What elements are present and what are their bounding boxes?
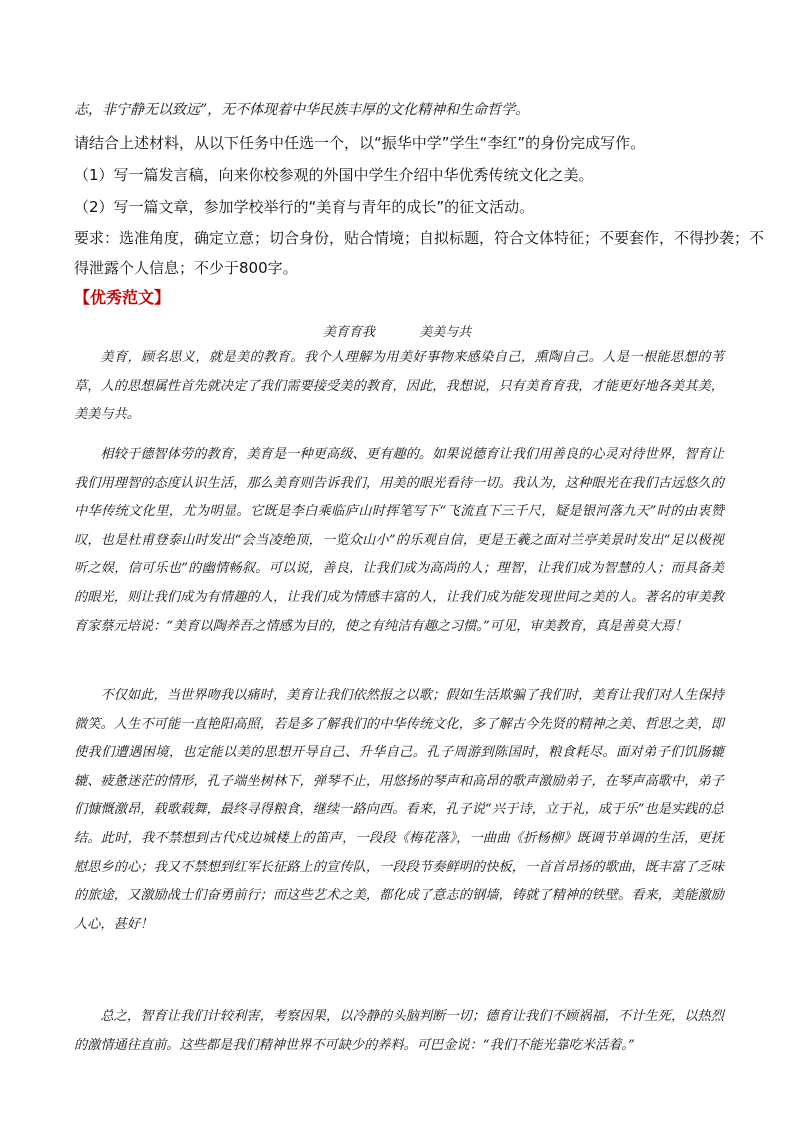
essay-title-right: 美美与共 — [419, 325, 472, 340]
intro-instruction: 请结合上述材料，从以下任务中任选一个，以“振华中学”学生“李红”的身份完成写作。 — [74, 134, 646, 152]
essay-paragraph-3: 不仅如此，当世界吻我以痛时，美育让我们依然报之以歌；假如生活欺骗了我们时，美育让我们对人生保持微笑。人生不可能一直艳阳高照，若是多了解我们的中华传统文化，多了解古今先贤的精神之美、哲思之美，即使我们遭遇困境，也定能以美的思想开导自己、升华自己。孔子周游到陈国时，粮食耗尽。面对弟子们饥肠辘辘、疲惫迷茫的情形，孔子端坐树林下，弹琴不止，用悠扬的琴声和高昂的歌声激励弟子，在琴声高歌中，弟子们慷慨激昂，载歌载舞，最终寻得粮食，继续一路向西。看来，孔子说“兴于诗，立于礼，成于乐”也是实践的总结。此时，我不禁想到古代戍边城楼上的笛声，一段段《梅花落》，一曲曲《折杨柳》既调节单调的生活，更抚慰思乡的心；我又不禁想到红军长征路上的宣传队，一段段节奏鲜明的快板，一首首昂扬的歌曲，既丰富了乏味的旅途，又激励战士们奋勇前行；而这些艺术之美，都化成了意志的钢墙，铸就了精神的铁壁。看来，美能激励人心，甚好！ — [74, 688, 724, 932]
task-option-1: （1）写一篇发言稿，向来你校参观的外国中学生介绍中华优秀传统文化之美。 — [74, 166, 594, 184]
essay-title — [0, 321, 794, 340]
essay-body-2 — [74, 441, 724, 641]
requirements-line-1: 要求：选准角度，确定立意；切合身份，贴合情境；自拟标题，符合文体特征；不要套作，不得抄袭；不 — [74, 229, 765, 247]
essay-body — [74, 344, 724, 430]
essay-body-4 — [74, 1003, 724, 1060]
task-option-2: （2）写一篇文章，参加学校举行的“美育与青年的成长”的征文活动。 — [74, 198, 535, 216]
essay-body-3 — [74, 682, 724, 939]
essay-title-left: 美育育我 — [322, 325, 375, 340]
essay-paragraph-2: 相较于德智体劳的教育，美育是一种更高级、更有趣的。如果说德育让我们用善良的心灵对待世界，智育让我们用理智的态度认识生活，那么美育则告诉我们，用美的眼光看待一切。我认为，这种眼光在我们古远悠久的中华传统文化里，尤为明显。它既是李白乘临庐山时挥笔写下“飞流直下三千尺，疑是银河落九天”时的由衷赞叹，也是杜甫登泰山时发出“会当凌绝顶，一览众山小”的乐观自信，更是王羲之面对兰亭美景时发出“足以极视听之娱，信可乐也”的幽情畅叙。可以说，善良，让我们成为高尚的人；理智，让我们成为智慧的人；而具备美的眼光，则让我们成为有情趣的人，让我们成为情感丰富的人，让我们成为能发现世间之美的人。著名的审美教育家蔡元培说：“美育以陶养吾之情感为目的，使之有纯洁有趣之习惯。”可见，审美教育，真是善莫大焉！ — [74, 447, 724, 634]
section-tag-excellent-essay: 【优秀范文】 — [74, 288, 171, 307]
requirements-line-2: 得泄露个人信息；不少于800字。 — [74, 259, 298, 277]
essay-paragraph-1: 美育，顾名思义，就是美的教育。我个人理解为用美好事物来感染自己，熏陶自己。人是一根能思想的苇草，人的思想属性首先就决定了我们需要接受美的教育，因此，我想说，只有美育育我，才能更好地各美其美，美美与共。 — [74, 350, 724, 423]
intro-line-quote: 志，非宁静无以致远”，无不体现着中华民族丰厚的文化精神和生命哲学。 — [74, 102, 530, 118]
essay-paragraph-4: 总之，智育让我们计较利害，考察因果，以冷静的头脑判断一切；德育让我们不顾祸福，不计生死，以热烈的激情通往直前。这些都是我们精神世界不可缺少的养料。可巴金说：“我们不能光靠吃米活着。” — [74, 1009, 724, 1053]
